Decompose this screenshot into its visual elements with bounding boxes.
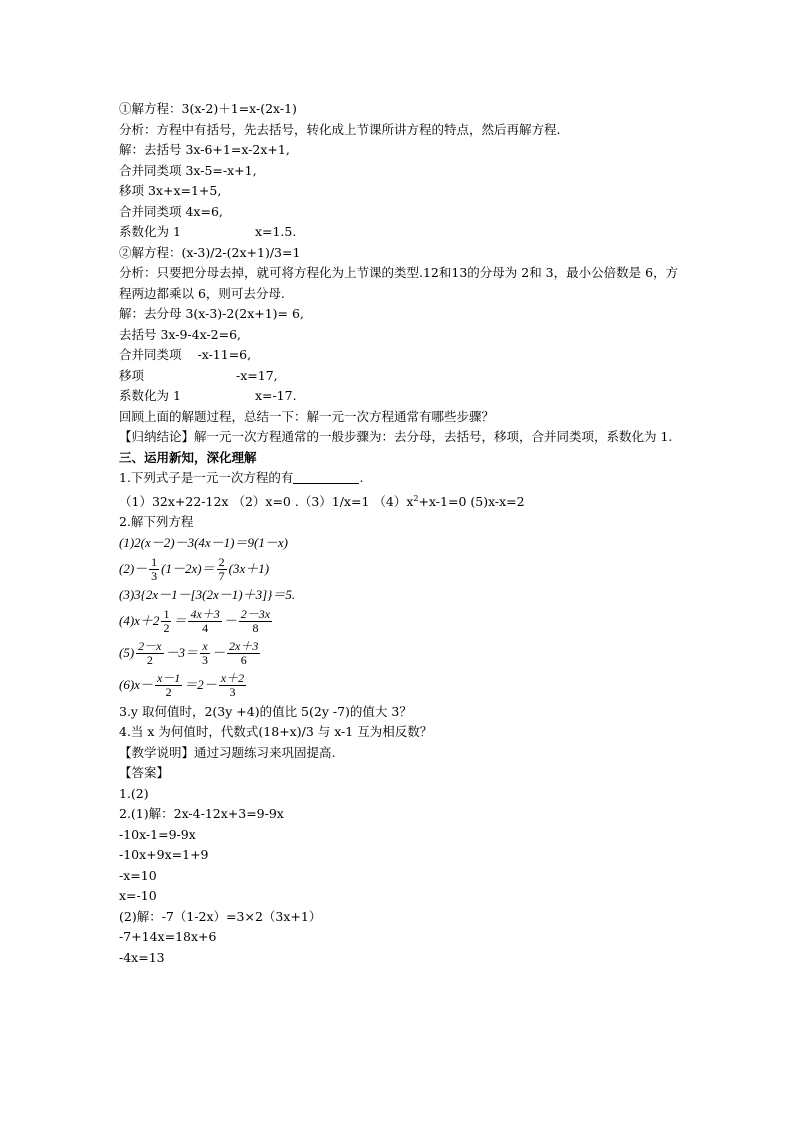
answer-line: -10x+9x=1+9 — [119, 847, 209, 863]
conclusion: 【归纳结论】解一元一次方程通常的一般步骤为：去分母，去括号，移项，合并同类项，系数化为 1. — [119, 429, 673, 444]
fraction: $\frac{1}{3}$ — [151, 554, 158, 583]
equation-4: (4)x＋2 $\frac{1}{2}$ ＝ $\frac{4x+3}{4}$ － $\frac{2-3x}{8}$ — [119, 607, 271, 636]
example1-title: ①解方程：3(x-2)＋1=x-(2x-1) — [119, 101, 297, 116]
fraction: $\frac{1}{2}$ — [163, 607, 170, 636]
example2-step5: 系数化为 1 x=-17. — [119, 388, 297, 403]
equation-6: (6)x－ $\frac{x-1}{2}$ ＝2－ $\frac{x+2}{3}$ — [119, 671, 245, 700]
answer-line: -4x=13 — [119, 949, 165, 965]
answer-1: 1.(2) — [119, 785, 149, 801]
example2-step3: 合并同类项 -x-11=6, — [119, 347, 252, 362]
example1-step2: 合并同类项 3x-5=-x+1, — [119, 162, 257, 178]
example1-step5: 系数化为 1 x=1.5. — [119, 224, 297, 239]
equation-2: (2)－ $\frac{1}{3}$ (1－2x)＝ $\frac{2}{7}$ (3x＋1) — [119, 554, 270, 583]
question-1-options: （1）32x+22-12x （2）x=0 .（3）1/x=1 $(4)x^2+x-1=0$ (5)x-x=2 — [119, 493, 525, 509]
question-2: 2.解下列方程 — [119, 514, 194, 530]
example1-step3: 移项 3x+x=1+5, — [119, 183, 222, 198]
fraction: $\frac{2-3x}{8}$ — [240, 607, 271, 636]
fraction: $\frac{x-1}{2}$ — [156, 671, 181, 700]
question-1: 1.下列式子是一元一次方程的有 . — [119, 470, 364, 485]
answer-line: x=-10 — [119, 888, 157, 904]
question-4: 4.当 x 为何值时，代数式(18+x)/3 与 x-1 互为相反数？ — [119, 724, 433, 740]
fraction: $\frac{4x+3}{4}$ — [190, 607, 220, 636]
example2-analysis: 分析：只要把分母去掉，就可将方程化为上节课的类型.12和13的分母为 2和 3，最小公倍数是 6，方程两边都乘以 6，则可去分母. — [119, 265, 679, 301]
fraction: $\frac{x+2}{3}$ — [220, 671, 245, 700]
equation-1: (1)2(x－2)－3(4x－1)＝9(1－x) — [119, 534, 288, 550]
fraction: $\frac{x}{3}$ — [202, 639, 209, 668]
example2-step1: 解：去分母 3(x-3)-2(2x+1)= 6, — [119, 306, 304, 321]
answer-line: -7+14x=18x+6 — [119, 929, 217, 945]
fraction: $\frac{2-x}{2}$ — [138, 639, 162, 668]
example2-step4: 移项 -x=17, — [119, 367, 278, 383]
example2-title: ②解方程：(x-3)/2-(2x+1)/3=1 — [119, 244, 301, 260]
question-3: 3.y 取何值时，2(3y +4)的值比 5(2y -7)的值大 3？ — [119, 703, 412, 719]
equation-3: (3)3{2x－1－[3(2x－1)＋3]}＝5. — [119, 587, 296, 603]
answer-line: -x=10 — [119, 867, 157, 883]
answer-line: -10x-1=9-9x — [119, 826, 196, 842]
answer-line: (2)解：-7（1-2x）=3×2（3x+1） — [119, 908, 322, 924]
document-page — [119, 99, 679, 968]
answer-line: 2.(1)解：2x-4-12x+3=9-9x — [119, 806, 284, 822]
section-heading: 三、运用新知，深化理解 — [119, 449, 257, 465]
teaching-note: 【教学说明】通过习题练习来巩固提高. — [119, 744, 336, 760]
fraction: $\frac{2x+3}{6}$ — [229, 639, 259, 668]
example1-step4: 合并同类项 4x=6, — [119, 203, 223, 219]
answers-label: 【答案】 — [119, 765, 170, 781]
equation-5: (5) $\frac{2-x}{2}$ －3＝ $\frac{x}{3}$ － $\frac{2x+3}{6}$ — [119, 639, 259, 668]
example1-step1: 解：去括号 3x-6+1=x-2x+1, — [119, 142, 290, 157]
example1-analysis: 分析：方程中有括号，先去括号，转化成上节课所讲方程的特点，然后再解方程. — [119, 121, 561, 137]
fraction: $\frac{2}{7}$ — [218, 554, 225, 583]
answer-blank — [293, 471, 359, 484]
review-question: 回顾上面的解题过程，总结一下：解一元一次方程通常有哪些步骤？ — [119, 408, 495, 424]
example2-step2: 去括号 3x-9-4x-2=6, — [119, 326, 242, 342]
